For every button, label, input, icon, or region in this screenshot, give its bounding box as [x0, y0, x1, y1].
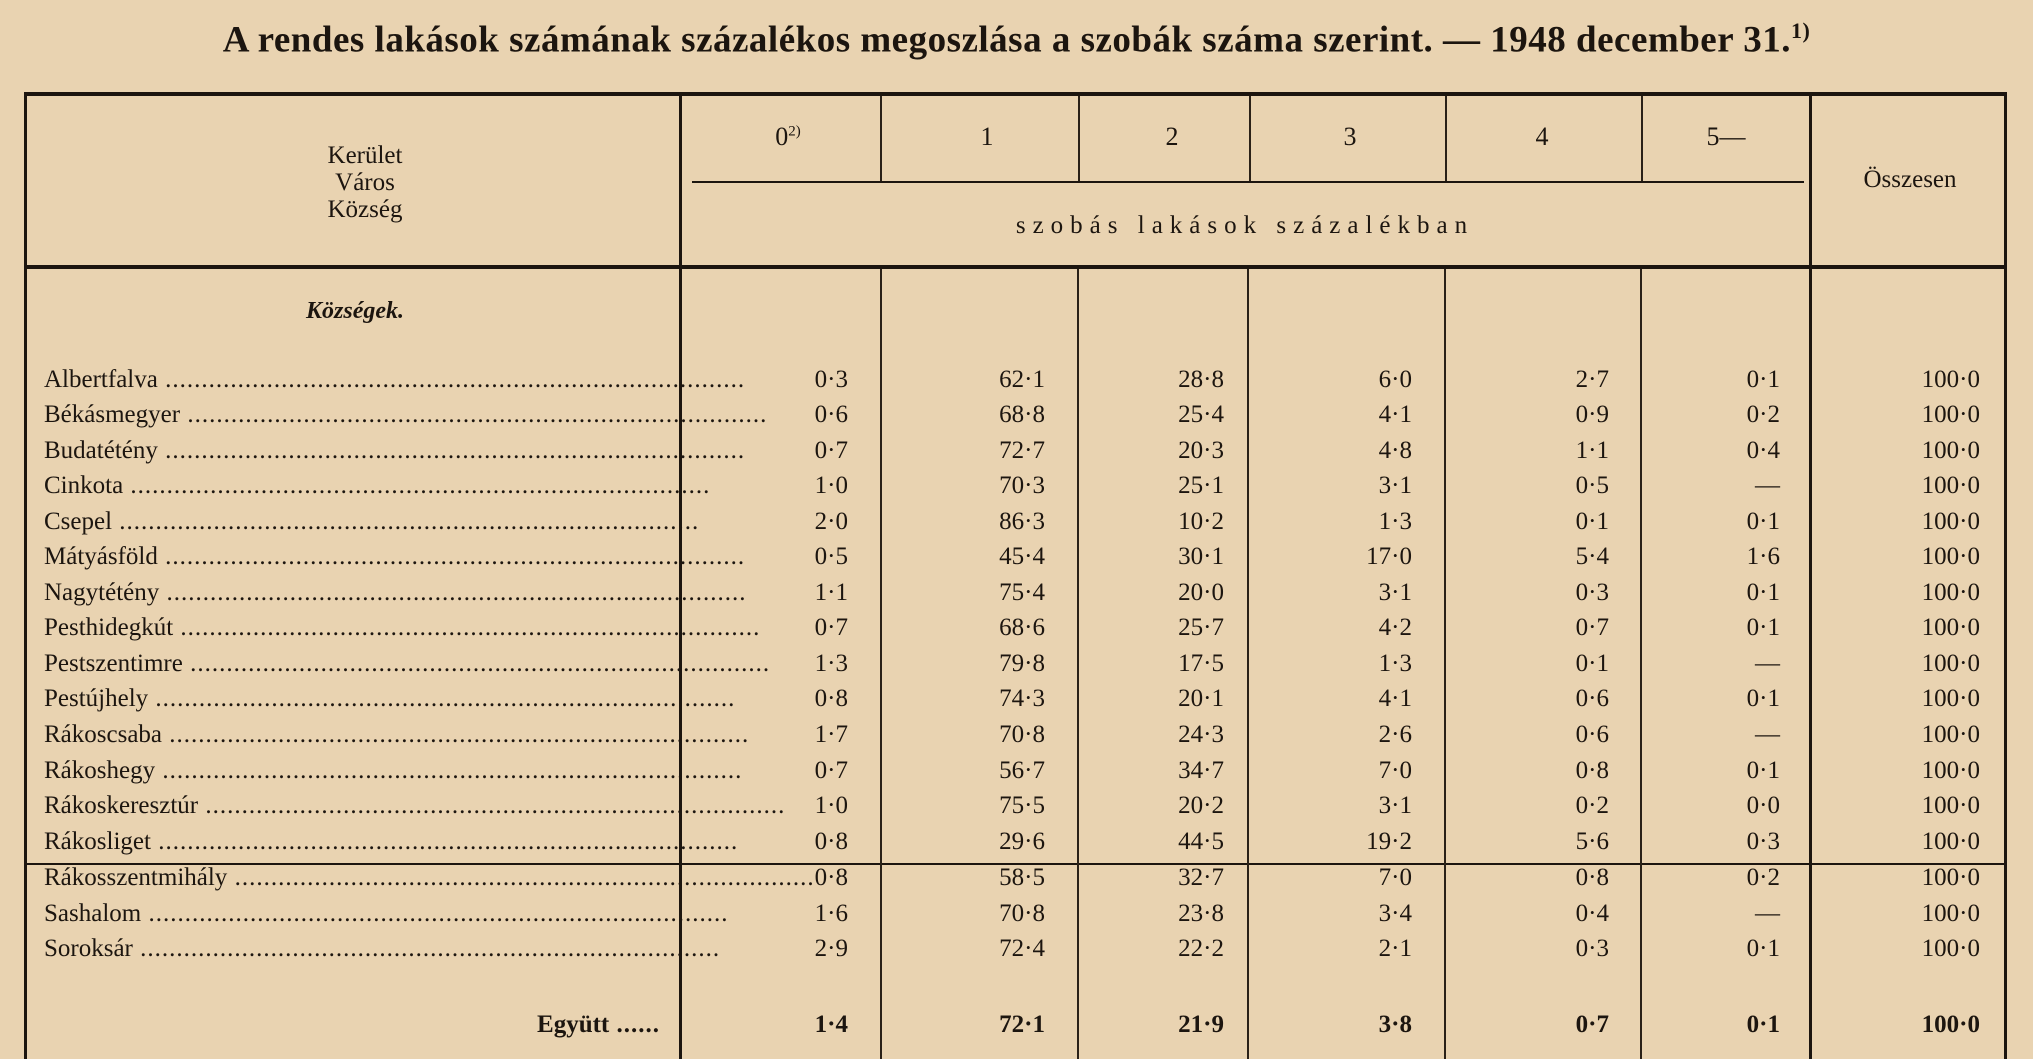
row-name: [44, 935, 721, 963]
column-divider: [1641, 96, 1643, 181]
value-cell: 2·0: [814, 508, 848, 535]
value-cell: 1·3: [1378, 650, 1412, 677]
dot-leader: ................................................................................: [150, 828, 739, 855]
table-row: [0, 508, 2033, 544]
row-name-text: Albertfalva: [44, 366, 158, 393]
dot-leader: ................................................................................: [123, 472, 711, 499]
table-row: [0, 792, 2033, 828]
value-cell: 28·8: [1178, 366, 1224, 393]
value-cell: 70·8: [999, 900, 1045, 927]
row-name: [44, 401, 768, 429]
value-cell: 0·8: [1575, 864, 1609, 891]
value-cell: 10·2: [1178, 508, 1224, 535]
value-cell: 1·0: [814, 472, 848, 499]
value-cell: 68·8: [999, 401, 1045, 428]
dot-leader: ................................................................................: [180, 401, 768, 428]
total-cell: 100·0: [1921, 543, 1980, 570]
value-cell: 3·4: [1378, 900, 1412, 927]
value-cell: 0·4: [1575, 900, 1609, 927]
row-name: [44, 721, 750, 749]
page-title: [0, 18, 2033, 61]
value-cell: 0·3: [1575, 579, 1609, 606]
row-name-text: Békásmegyer: [44, 401, 181, 428]
value-cell: 0·8: [814, 828, 848, 855]
value-cell: 0·1: [1746, 1011, 1780, 1038]
value-cell: 2·9: [814, 935, 848, 962]
column-header-2: 2: [1165, 122, 1179, 151]
value-cell: 21·9: [1178, 1011, 1224, 1038]
row-name-text: Pestújhely: [44, 685, 149, 712]
value-cell: —: [1755, 900, 1780, 927]
district-header-line: Város: [335, 169, 395, 196]
table-row: [0, 401, 2033, 437]
dot-leader: ................................................................................: [182, 650, 771, 677]
row-name-text: Rákosszentmihály: [44, 864, 228, 891]
title-footnote: 1): [1790, 18, 1811, 43]
column-divider: [1249, 96, 1251, 181]
value-cell: 3·1: [1378, 579, 1412, 606]
row-name-text: Cinkota: [44, 472, 124, 499]
value-cell: 25·7: [1178, 614, 1224, 641]
value-cell: —: [1755, 650, 1780, 677]
dot-leader: ......: [609, 1011, 660, 1038]
row-name: [44, 792, 786, 820]
column-group-subheading: szobás lakások százalékban: [1015, 212, 1475, 239]
table-row: [0, 543, 2033, 579]
table-row: [0, 828, 2033, 864]
total-row: [0, 1011, 2033, 1047]
total-cell: 100·0: [1921, 792, 1980, 819]
value-cell: 20·1: [1178, 685, 1224, 712]
dot-leader: ................................................................................: [141, 900, 729, 927]
total-cell: 100·0: [1921, 401, 1980, 428]
value-cell: 0·1: [1575, 650, 1609, 677]
district-header: [250, 142, 480, 223]
row-name-text: Pesthidegkút: [44, 614, 174, 641]
column-divider: [1078, 96, 1080, 181]
row-name-text: Soroksár: [44, 935, 133, 962]
value-cell: 25·1: [1178, 472, 1224, 499]
value-cell: 1·6: [814, 900, 848, 927]
value-cell: 0·2: [1746, 864, 1780, 891]
value-cell: 0·8: [814, 864, 848, 891]
value-cell: 0·8: [814, 685, 848, 712]
row-name: [44, 757, 743, 785]
total-cell: 100·0: [1921, 900, 1980, 927]
value-cell: 0·1: [1746, 935, 1780, 962]
table-row: [0, 579, 2033, 615]
total-cell: 100·0: [1921, 366, 1980, 393]
value-cell: 4·8: [1378, 437, 1412, 464]
value-cell: 1·3: [814, 650, 848, 677]
value-cell: 4·1: [1378, 685, 1412, 712]
value-cell: 0·9: [1575, 401, 1609, 428]
row-name-text: Együtt: [537, 1011, 610, 1038]
dot-leader: ................................................................................: [112, 508, 700, 535]
value-cell: 0·2: [1746, 401, 1780, 428]
dot-leader: ................................................................................: [148, 685, 736, 712]
column-header-0: [748, 122, 828, 152]
total-cell: 100·0: [1921, 935, 1980, 962]
value-cell: 1·7: [814, 721, 848, 748]
value-cell: 0·6: [1575, 685, 1609, 712]
value-cell: 62·1: [999, 366, 1045, 393]
dot-leader: ................................................................................: [157, 437, 746, 464]
column-divider: [1445, 96, 1447, 181]
district-header-line: Kerület: [327, 142, 403, 169]
value-cell: 2·1: [1378, 935, 1412, 962]
value-cell: 0·5: [1575, 472, 1609, 499]
district-header-line: Község: [327, 196, 403, 223]
row-name-text: Rákoshegy: [44, 757, 156, 784]
value-cell: 0·7: [1575, 1011, 1609, 1038]
value-cell: 0·8: [1575, 757, 1609, 784]
value-cell: 20·3: [1178, 437, 1224, 464]
value-cell: 17·5: [1178, 650, 1224, 677]
row-name-text: Nagytétény: [44, 579, 160, 606]
row-name: [44, 579, 747, 607]
value-cell: 3·1: [1378, 472, 1412, 499]
column-group-rule: [692, 181, 1804, 183]
value-cell: 4·1: [1378, 401, 1412, 428]
row-name-text: Mátyásföld: [44, 543, 158, 570]
total-cell: 100·0: [1921, 757, 1980, 784]
total-cell: 100·0: [1921, 437, 1980, 464]
value-cell: 0·7: [814, 437, 848, 464]
table-row: [0, 900, 2033, 936]
value-cell: 58·5: [999, 864, 1045, 891]
column-header-5: 5—: [1706, 122, 1746, 151]
row-name: [44, 508, 700, 536]
value-cell: 5·6: [1575, 828, 1609, 855]
column-header-4: 4: [1535, 122, 1549, 151]
title-text: A rendes lakások számának százalékos megoszlása a szobák száma szerint. — 1948 december 31.: [222, 19, 1791, 61]
row-name: [44, 366, 746, 394]
section-label: Községek.: [306, 298, 404, 324]
table-row: [0, 614, 2033, 650]
value-cell: 79·8: [999, 650, 1045, 677]
value-cell: 2·6: [1378, 721, 1412, 748]
dot-leader: ................................................................................: [162, 721, 750, 748]
row-name: [44, 614, 761, 642]
row-name: [44, 650, 771, 678]
value-cell: 70·3: [999, 472, 1045, 499]
value-cell: 0·1: [1746, 579, 1780, 606]
value-cell: 0·2: [1575, 792, 1609, 819]
value-cell: 1·4: [814, 1011, 848, 1038]
value-cell: 23·8: [1178, 900, 1224, 927]
value-cell: 0·1: [1746, 757, 1780, 784]
dot-leader: ................................................................................: [132, 935, 721, 962]
total-cell: 100·0: [1921, 828, 1980, 855]
table-row: [0, 757, 2033, 793]
dot-leader: ................................................................................: [157, 543, 746, 570]
value-cell: 6·0: [1378, 366, 1412, 393]
value-cell: 0·6: [814, 401, 848, 428]
value-cell: 0·4: [1746, 437, 1780, 464]
row-name: [44, 828, 739, 856]
row-name: [44, 685, 736, 713]
total-cell: 100·0: [1921, 508, 1980, 535]
total-cell: 100·0: [1921, 685, 1980, 712]
table-top-rule: [24, 92, 2007, 96]
column-header-1: 1: [980, 122, 994, 151]
value-cell: 20·2: [1178, 792, 1224, 819]
value-cell: 0·1: [1746, 508, 1780, 535]
value-cell: 20·0: [1178, 579, 1224, 606]
dot-leader: ................................................................................: [155, 757, 743, 784]
value-cell: 75·5: [999, 792, 1045, 819]
value-cell: —: [1755, 472, 1780, 499]
value-cell: 7·0: [1378, 757, 1412, 784]
value-cell: 0·7: [1575, 614, 1609, 641]
value-cell: 74·3: [999, 685, 1045, 712]
value-cell: 0·3: [1575, 935, 1609, 962]
value-cell: 0·6: [1575, 721, 1609, 748]
column-header-label: 0: [775, 122, 789, 151]
dot-leader: ................................................................................: [173, 614, 761, 641]
value-cell: 72·4: [999, 935, 1045, 962]
total-row-label: [470, 1011, 660, 1039]
table-row: [0, 437, 2033, 473]
row-name: [44, 543, 746, 571]
value-cell: 0·3: [1746, 828, 1780, 855]
value-cell: 75·4: [999, 579, 1045, 606]
value-cell: 0·1: [1746, 685, 1780, 712]
total-cell: 100·0: [1921, 721, 1980, 748]
total-cell: 100·0: [1921, 614, 1980, 641]
value-cell: 0·7: [814, 757, 848, 784]
column-divider: [880, 96, 882, 181]
value-cell: 72·1: [999, 1011, 1045, 1038]
value-cell: 4·2: [1378, 614, 1412, 641]
value-cell: 0·0: [1746, 792, 1780, 819]
value-cell: 0·1: [1575, 508, 1609, 535]
header-bottom-rule: [24, 265, 2007, 269]
value-cell: 5·4: [1575, 543, 1609, 570]
value-cell: 17·0: [1366, 543, 1412, 570]
table-row: [0, 685, 2033, 721]
value-cell: 1·6: [1746, 543, 1780, 570]
row-name: [44, 864, 815, 892]
table-row: [0, 935, 2033, 971]
value-cell: 45·4: [999, 543, 1045, 570]
value-cell: 0·7: [814, 614, 848, 641]
value-cell: 44·5: [1178, 828, 1224, 855]
value-cell: 34·7: [1178, 757, 1224, 784]
dot-leader: ................................................................................: [157, 366, 746, 393]
total-cell: 100·0: [1921, 579, 1980, 606]
row-name-text: Rákoscsaba: [44, 721, 163, 748]
total-cell: 100·0: [1921, 650, 1980, 677]
total-cell: 100·0: [1921, 864, 1980, 891]
row-name: [44, 900, 729, 928]
value-cell: 56·7: [999, 757, 1045, 784]
value-cell: 7·0: [1378, 864, 1412, 891]
value-cell: 70·8: [999, 721, 1045, 748]
row-name-text: Rákosliget: [44, 828, 151, 855]
total-column-header: Összesen: [1863, 166, 1957, 193]
table-row: [0, 366, 2033, 402]
dot-leader: ................................................................................: [198, 792, 786, 819]
row-name-text: Csepel: [44, 508, 113, 535]
dot-leader: ................................................................................: [159, 579, 747, 606]
table-row: [0, 650, 2033, 686]
value-cell: 86·3: [999, 508, 1045, 535]
row-name: [44, 437, 746, 465]
value-cell: 24·3: [1178, 721, 1224, 748]
column-header-3: 3: [1343, 122, 1357, 151]
value-cell: 3·1: [1378, 792, 1412, 819]
value-cell: 22·2: [1178, 935, 1224, 962]
value-cell: 3·8: [1378, 1011, 1412, 1038]
row-name-text: Budatétény: [44, 437, 158, 464]
value-cell: 29·6: [999, 828, 1045, 855]
value-cell: 1·3: [1378, 508, 1412, 535]
dot-leader: ................................................................................: [227, 864, 815, 891]
value-cell: 0·3: [814, 366, 848, 393]
row-name-text: Sashalom: [44, 900, 142, 927]
row-name-text: Pestszentimre: [44, 650, 183, 677]
value-cell: 0·1: [1746, 614, 1780, 641]
value-cell: 1·1: [814, 579, 848, 606]
total-cell: 100·0: [1921, 472, 1980, 499]
value-cell: 0·1: [1746, 366, 1780, 393]
table-row: [0, 721, 2033, 757]
value-cell: 32·7: [1178, 864, 1224, 891]
value-cell: 25·4: [1178, 401, 1224, 428]
value-cell: 0·5: [814, 543, 848, 570]
value-cell: 2·7: [1575, 366, 1609, 393]
value-cell: 30·1: [1178, 543, 1224, 570]
value-cell: 1·0: [814, 792, 848, 819]
value-cell: —: [1755, 721, 1780, 748]
value-cell: 72·7: [999, 437, 1045, 464]
total-cell: 100·0: [1921, 1011, 1980, 1038]
value-cell: 1·1: [1575, 437, 1609, 464]
value-cell: 68·6: [999, 614, 1045, 641]
value-cell: 19·2: [1366, 828, 1412, 855]
column-header-footnote: 2): [788, 123, 801, 140]
row-name-text: Rákoskeresztúr: [44, 792, 199, 819]
table-row: [0, 472, 2033, 508]
row-name: [44, 472, 711, 500]
table-row: [0, 864, 2033, 900]
